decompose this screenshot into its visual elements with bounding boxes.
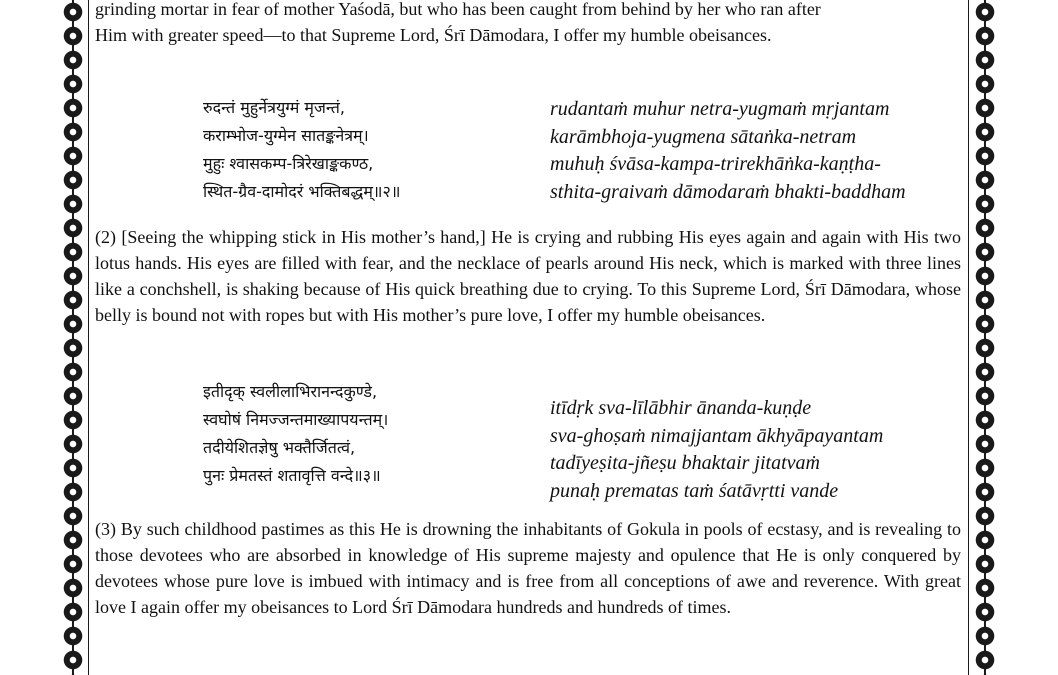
verse-3-transliteration xyxy=(550,395,970,505)
transliteration-line: itīdṛk sva-līlābhir ānanda-kuṇḍe xyxy=(550,397,812,419)
decorative-border-right xyxy=(970,0,1000,675)
devanagari-line: इतीदृक् स्वलीलाभिरानन्दकुण्डे, xyxy=(203,382,378,401)
devanagari-line: मुहुः श्वासकम्प-त्रिरेखाङ्ककण्ठ, xyxy=(203,154,374,173)
transliteration-line: karāmbhoja-yugmena sātaṅka-netram xyxy=(550,125,857,148)
verse-2-transliteration xyxy=(550,96,970,206)
transliteration-line: punaḥ prematas taṁ śatāvṛtti vande xyxy=(550,479,839,502)
paragraph-3: (3) By such childhood pastimes as this He is drowning the inhabitants of Gokula in pools of ecstasy, and is revealing to those devotees who are absorbed in knowledge of His supreme majesty and opulence that He is only conquered by devotees whose pure love is imbued with intimacy and is free from all conceptions of awe and reverence. With great love I again offer my obeisances to Lord Śrī Dāmodara hundreds and hundreds of times. xyxy=(95,519,961,617)
text-line: grinding mortar in fear of mother Yaśodā, but who has been caught from behind by her who ran after xyxy=(95,0,821,19)
text-line: Him with greater speed—to that Supreme Lord, Śrī Dāmodara, I offer my humble obeisances. xyxy=(95,25,772,45)
devanagari-line: तदीयेशितज्ञेषु भक्तैर्जितत्वं, xyxy=(203,438,356,457)
border-rule-left xyxy=(88,0,89,675)
transliteration-line: tadīyeṣita-jñeṣu bhaktair jitatvaṁ xyxy=(550,452,820,474)
devanagari-line: स्वघोषं निमज्जन्तमाख्यापयन्तम्। xyxy=(203,410,389,429)
devanagari-line: कराम्भोज-युग्मेन सातङ्कनेत्रम्। xyxy=(203,126,369,145)
verse-2-devanagari xyxy=(203,94,563,206)
transliteration-line: sthita-graivaṁ dāmodaraṁ bhakti-baddham xyxy=(550,180,906,203)
transliteration-line: rudantaṁ muhur netra-yugmaṁ mṛjantam xyxy=(550,98,890,120)
transliteration-line: muhuḥ śvāsa-kampa-trirekhāṅka-kaṇṭha- xyxy=(550,153,881,175)
decorative-border-left xyxy=(58,0,88,675)
paragraph-1-fragment xyxy=(95,0,961,48)
devanagari-line: पुनः प्रेमतस्तं शतावृत्ति वन्दे॥३॥ xyxy=(203,466,381,485)
verse-3-devanagari xyxy=(203,378,563,490)
transliteration-line: sva-ghoṣaṁ nimajjantam ākhyāpayantam xyxy=(550,424,884,447)
devanagari-line: स्थित-ग्रैव-दामोदरं भक्तिबद्धम्॥२॥ xyxy=(203,182,401,201)
devanagari-line: रुदन्तं मुहुर्नेत्रयुग्मं मृजन्तं, xyxy=(203,98,345,117)
paragraph-2: (2) [Seeing the whipping stick in His mother’s hand,] He is crying and rubbing His eyes again and again with His two lotus hands. His eyes are filled with fear, and the necklace of pearls around His neck, which is marked with three lines like a conchshell, is shaking because of His quick breathing due to crying. To this Supreme Lord, Śrī Dāmodara, whose belly is bound not with ropes but with His mother’s pure love, I offer my humble obeisances. xyxy=(95,227,961,325)
